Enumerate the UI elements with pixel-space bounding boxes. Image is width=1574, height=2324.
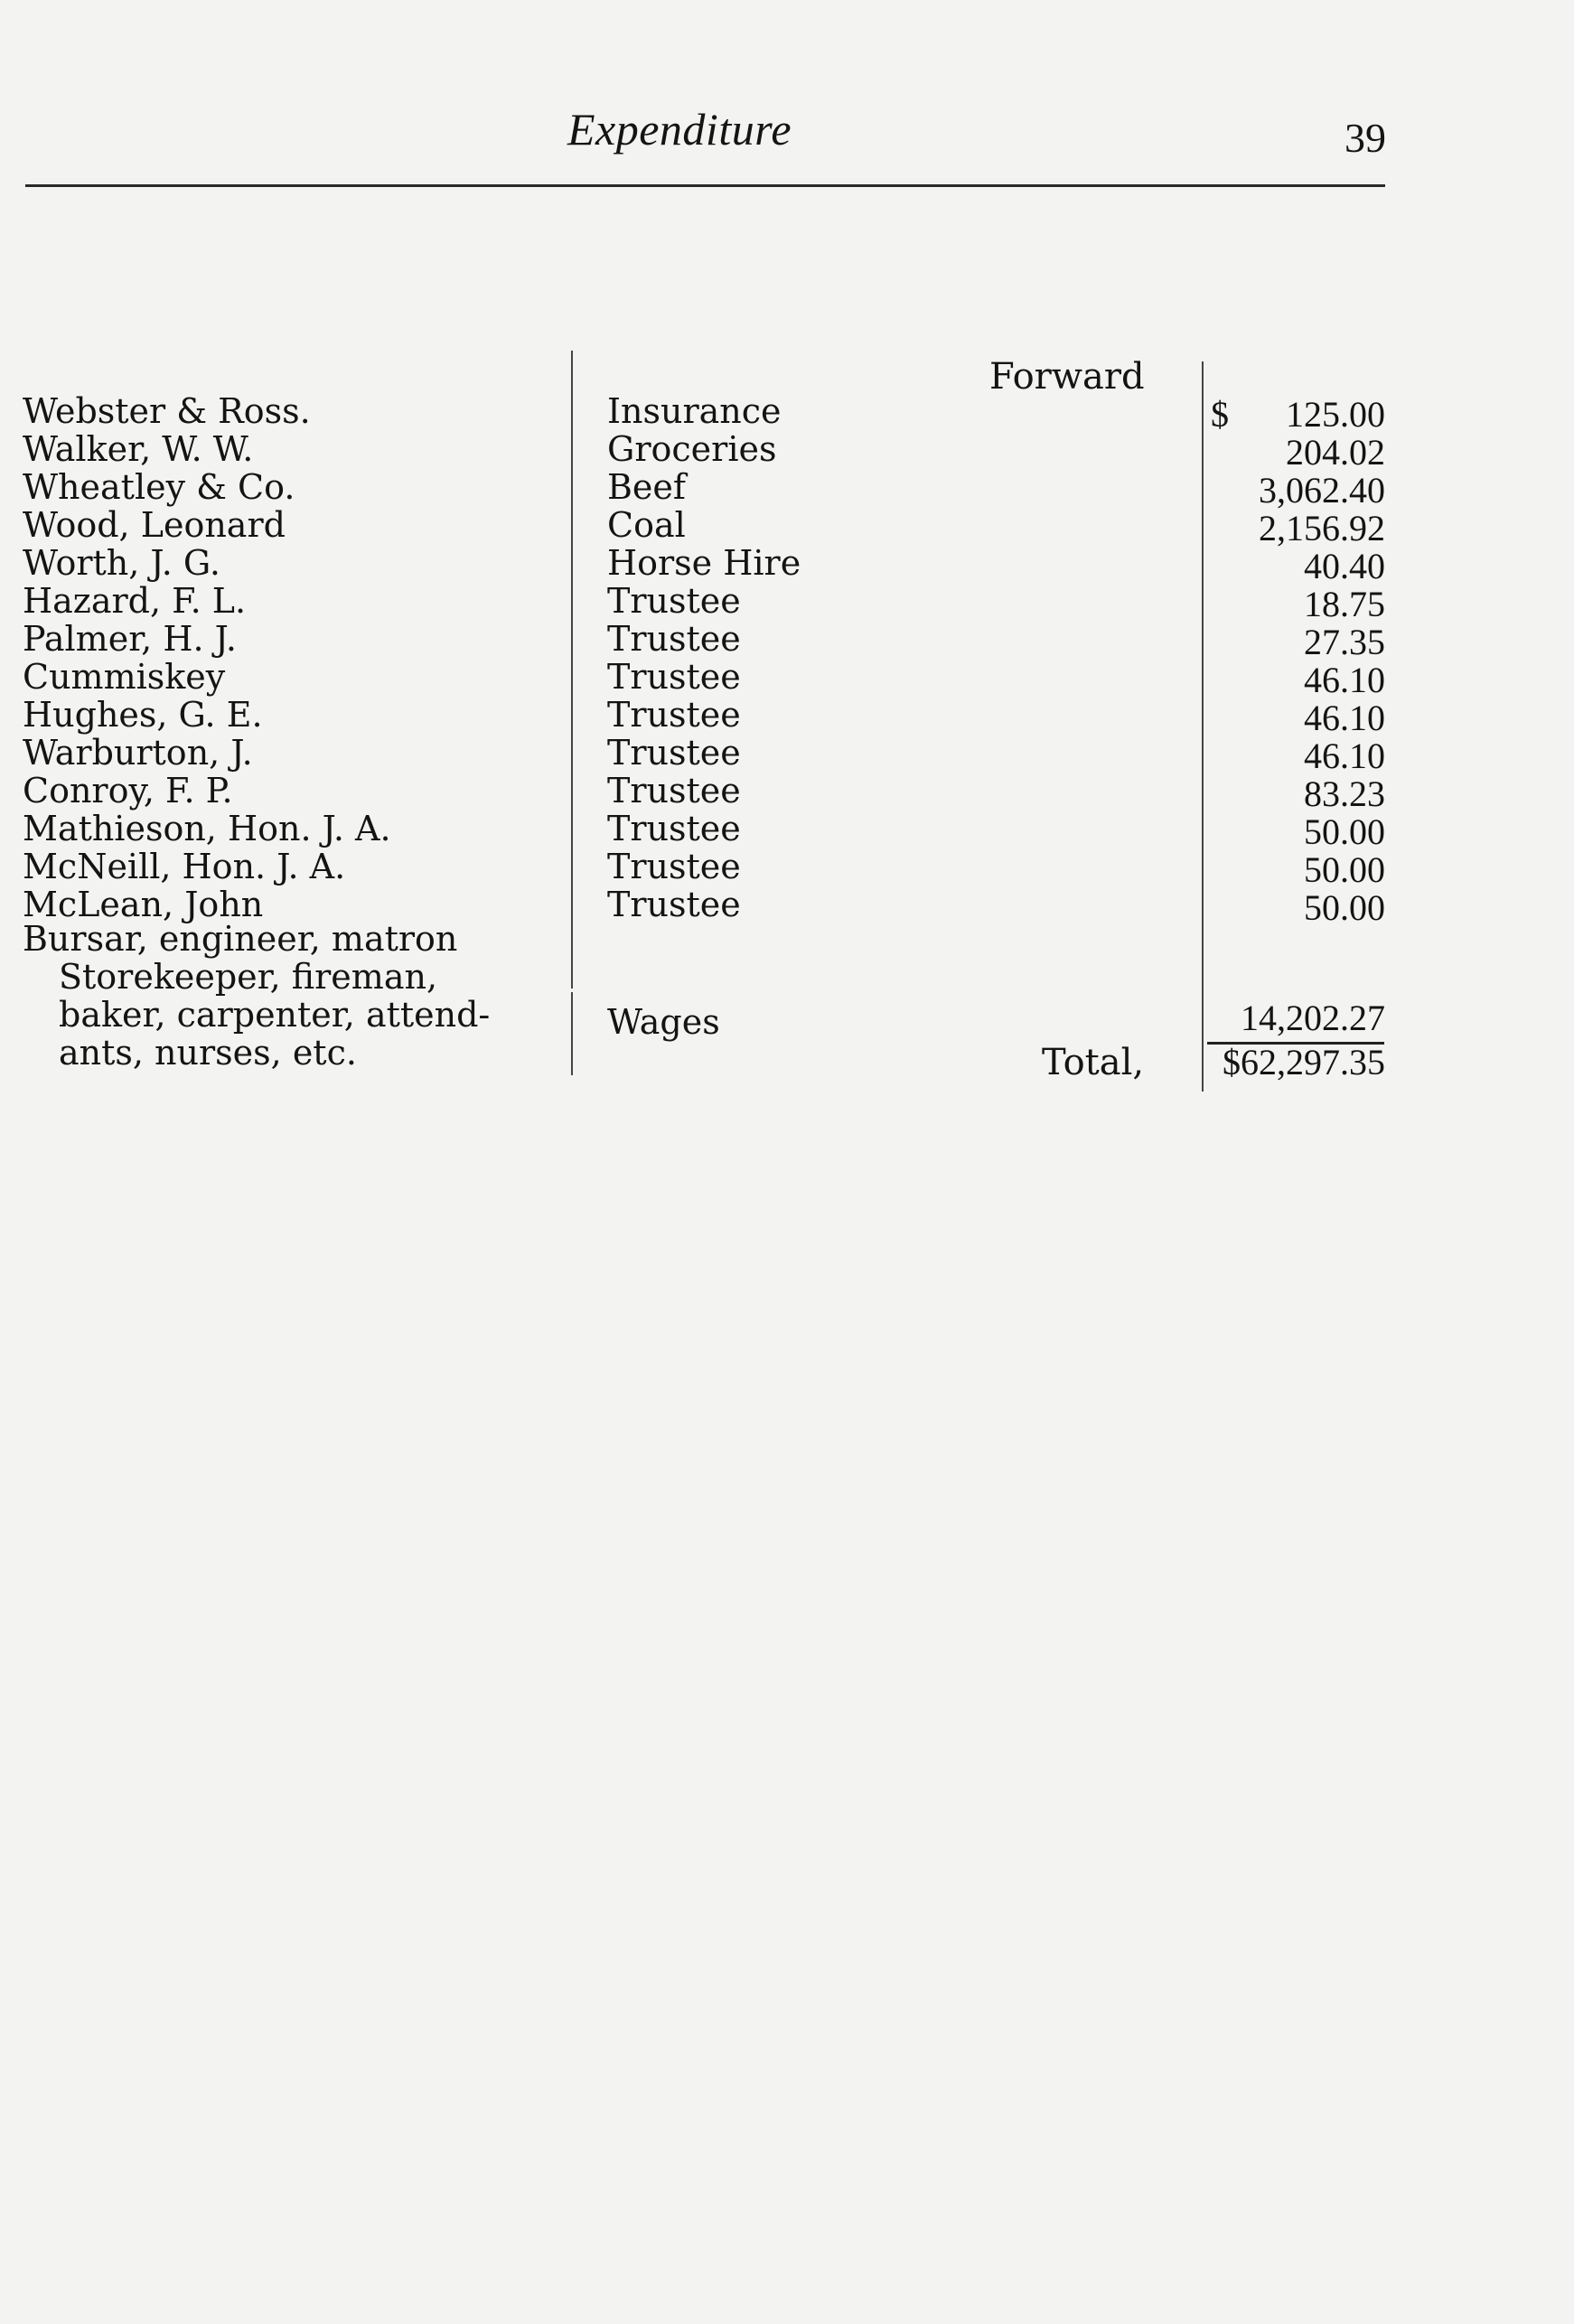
- forward-label: Forward: [989, 356, 1145, 398]
- amount: 27.35: [1304, 622, 1385, 662]
- category: Trustee: [607, 581, 741, 621]
- ledger-row: [0, 619, 1574, 662]
- category: Trustee: [607, 771, 741, 811]
- category: Trustee: [607, 657, 741, 697]
- payee: Cummiskey: [23, 657, 226, 697]
- payee: Palmer, H. J.: [23, 619, 237, 659]
- payee: McLean, John: [23, 885, 264, 924]
- amount: 46.10: [1304, 736, 1385, 776]
- category: Coal: [607, 505, 686, 545]
- payee: Webster & Ross.: [23, 391, 311, 431]
- amount: 18.75: [1304, 584, 1385, 624]
- category: Trustee: [607, 847, 741, 886]
- amount: 46.10: [1304, 660, 1385, 700]
- ledger-row: [0, 429, 1574, 473]
- payee: Warburton, J.: [23, 733, 253, 773]
- ledger-row: [0, 771, 1574, 814]
- payee: McNeill, Hon. J. A.: [23, 847, 346, 886]
- wages-payee-line: ants, nurses, etc.: [59, 1033, 357, 1073]
- amount: 50.00: [1304, 849, 1385, 890]
- total-label: Total,: [1042, 1042, 1145, 1083]
- wages-amount: 14,202.27: [1241, 998, 1385, 1038]
- amount: 204.02: [1286, 432, 1385, 473]
- wages-payee-line: Bursar, engineer, matron: [23, 919, 458, 959]
- wages-payee-line: Storekeeper, fireman,: [59, 957, 438, 997]
- ledger-row: [0, 391, 1574, 435]
- wages-category: Wages: [607, 1002, 720, 1042]
- header-rule: [25, 184, 1385, 187]
- payee: Walker, W. W.: [23, 429, 254, 469]
- category: Beef: [607, 467, 686, 507]
- page-number: 39: [1344, 115, 1386, 161]
- payee: Worth, J. G.: [23, 543, 220, 583]
- wages-payee-block: [23, 920, 490, 1072]
- currency-symbol: $: [1211, 394, 1229, 435]
- amount: 50.00: [1304, 887, 1385, 928]
- ledger-row: [0, 543, 1574, 586]
- running-title: Expenditure: [567, 104, 792, 155]
- category: Trustee: [607, 695, 741, 735]
- ledger-row: [0, 505, 1574, 548]
- amount: 83.23: [1304, 773, 1385, 814]
- payee: Conroy, F. P.: [23, 771, 233, 811]
- amount: 50.00: [1304, 811, 1385, 852]
- category: Trustee: [607, 885, 741, 924]
- amount: 2,156.92: [1259, 508, 1385, 548]
- ledger-row: [0, 467, 1574, 511]
- category: Insurance: [607, 391, 782, 431]
- amount: 3,062.40: [1259, 470, 1385, 511]
- ledger-row: [0, 809, 1574, 852]
- wages-payee-line: baker, carpenter, attend-: [59, 995, 491, 1035]
- amount: 46.10: [1304, 698, 1385, 738]
- category: Horse Hire: [607, 543, 801, 583]
- ledger-row: [0, 657, 1574, 700]
- payee: Wheatley & Co.: [23, 467, 295, 507]
- column-divider-left-lower: [571, 992, 573, 1075]
- category: Groceries: [607, 429, 777, 469]
- total-amount: $62,297.35: [1223, 1042, 1385, 1082]
- amount: 125.00: [1286, 394, 1385, 435]
- category: Trustee: [607, 619, 741, 659]
- payee: Mathieson, Hon. J. A.: [23, 809, 391, 848]
- payee: Hughes, G. E.: [23, 695, 263, 735]
- ledger-row: [0, 581, 1574, 624]
- ledger-row: [0, 847, 1574, 890]
- ledger-row: [0, 733, 1574, 776]
- amount: 40.40: [1304, 546, 1385, 586]
- ledger-row: [0, 885, 1574, 928]
- ledger-row: [0, 695, 1574, 738]
- payee: Wood, Leonard: [23, 505, 286, 545]
- payee: Hazard, F. L.: [23, 581, 247, 621]
- category: Trustee: [607, 809, 741, 848]
- category: Trustee: [607, 733, 741, 773]
